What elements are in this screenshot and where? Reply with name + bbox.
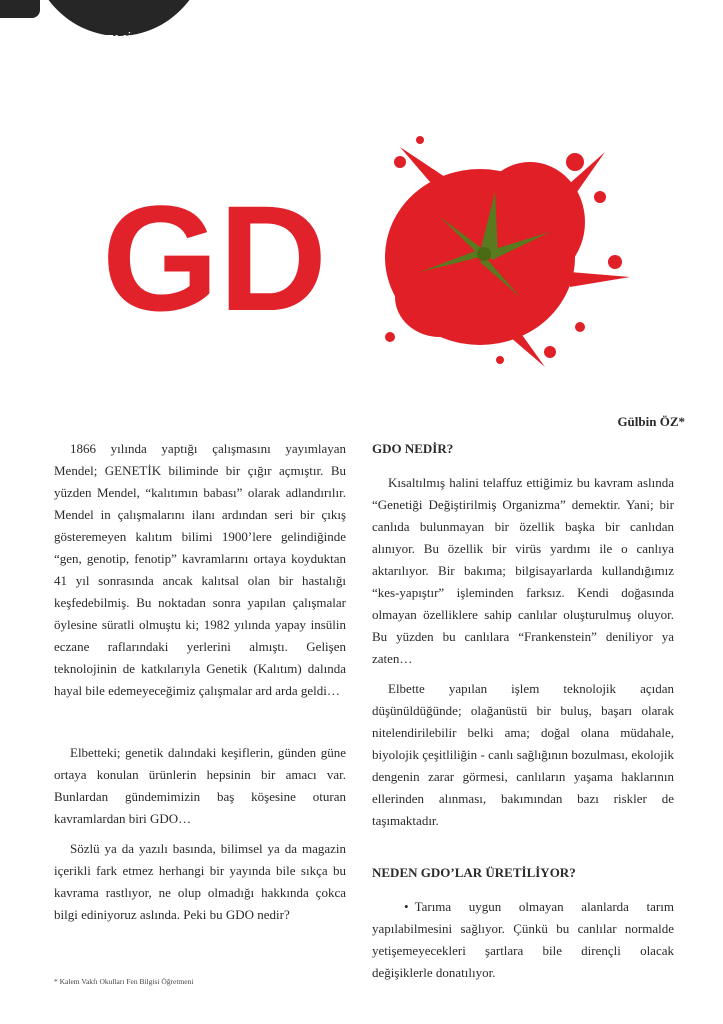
intro-paragraph: 1866 yılında yaptığı çalışmasını yayımlayan Mendel; GENETİK biliminde bir çığır açmıştır. Bu yüzden Mendel, “kalıtımın babası” olarak adlandırılır. Mendel in çalışmalarını ilanı ardından seri bir çıkış gösteremeyen kalıtım bilimi 1900’lere gelindiğinde “gen, genotip, fenotip” kavramlarını ortaya koyduktan 41 yıl sonrasında ancak kalıtsal olan bir hastalığı keşfedebilmiş. Bu noktadan sonra yapılan çalışmalar öylesine süratli olmuştu ki; 1982 yılında yapay insülin eczane raflarındaki yerlerini almıştı. Gelişen teknolojinin de katkılarıyla Genetik (Kalıtım) dalında hayal bile edemeyeceğimiz çalışmalar ard arda geldi… [54, 441, 346, 698]
section-heading: GDO NEDİR? [372, 441, 454, 456]
tomato-splash-icon [385, 136, 630, 367]
bullet-item [372, 896, 674, 984]
paragraph: Sözlü ya da yazılı basında, bilimsel ya da magazin içerikli fark etmez herhangi bir yayında bile sıkça bu kavrama rastlıyor, ne olup olmadığı hakkında çokca bilgi ediniyoruz aslında. Peki bu GDO nedir? [54, 841, 346, 922]
right-column [372, 438, 674, 984]
paragraph: Elbetteki; genetik dalındaki keşiflerin, günden güne ortaya konulan ürünlerin hepsinin bir amacı var. Bunlardan gündemimizin baş köşesine oturan kavramlardan biri GDO… [54, 745, 346, 826]
paragraph: Kısaltılmış halini telaffuz ettiğimiz bu kavram aslında “Genetiği Değiştirilmiş Organizma” demektir. Yani; bir canlıda bulunmayan bir özellik başka bir canlıdan alınıyor. Bu özellik bir virüs yardımı ile o canlıya aktarılıyor. Bir bakıma; bilgisayarlarda kullandığımız “kes-yapıştır” işleminden farksız. Kendi doğasında olmayan özelliklere sahip canlılar oluşturulmuş oluyor. Bu yüzden bu canlılara “Frankenstein” deniliyor ya zaten… [372, 475, 674, 666]
left-column [54, 438, 346, 926]
header-circle [28, 0, 210, 36]
bullet-text: Tarıma uygun olmayan alanlarda tarım yapılabilmesini sağlıyor. Çünkü bu canlılar normalde yetişemeyecekleri şartlara bile dirençli olacak değişiklerle donatılıyor. [372, 899, 674, 980]
section-header [0, 0, 230, 100]
paragraph: Elbette yapılan işlem teknolojik açıdan düşünüldüğünde; olağanüstü bir buluş, başarı olarak nitelendirilebilir belki ama; doğal olana müdahale, biyolojik çeşitliliğin - canlı sağlığının bozulması, ekolojik dengenin zarar görmesi, canlıların yaşama haklarının ellerinden alınması, bakımından bazı riskler de taşımaktadır. [372, 681, 674, 828]
bullet-icon: • [404, 899, 409, 914]
section-heading: NEDEN GDO’LAR ÜRETİLİYOR? [372, 865, 576, 880]
logo-text: GD [102, 174, 327, 342]
footnote: * Kalem Vakfı Okulları Fen Bilgisi Öğretmeni [54, 977, 194, 986]
section-title: KALEMİN GÜCÜ [74, 32, 195, 49]
page-number-tab [0, 0, 40, 18]
page-number: 50 [12, 54, 27, 69]
gdo-logo [100, 122, 640, 372]
author-name: Gülbin ÖZ* [617, 414, 685, 429]
